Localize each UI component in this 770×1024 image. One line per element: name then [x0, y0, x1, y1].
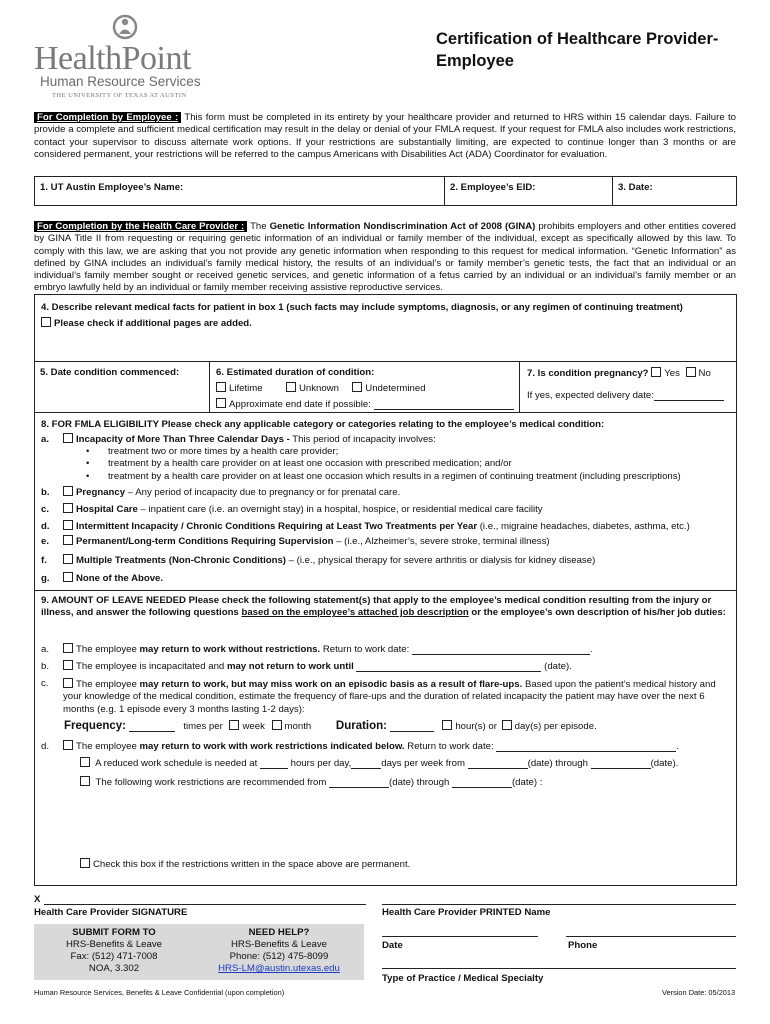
delivery-date-line[interactable]: [654, 400, 724, 401]
unknown-label: Unknown: [298, 383, 339, 394]
checkbox-icon[interactable]: [216, 382, 226, 392]
permanent-label: Check this box if the restrictions written in the space above are permanent.: [93, 859, 411, 870]
letter-c: c.: [41, 678, 49, 689]
through-date-line[interactable]: [591, 768, 651, 769]
date-line[interactable]: [382, 936, 538, 937]
q8-option-g[interactable]: [41, 572, 163, 584]
q9-c-pre: The employee: [76, 679, 137, 690]
q9-d-bold: may return to work with work restrictions indicated below.: [139, 741, 405, 752]
q8-d-text: (i.e., migraine headaches, diabetes, asthma, etc.): [479, 521, 690, 532]
letter-e: e.: [41, 536, 50, 547]
date-label: Date: [382, 940, 403, 951]
pregnancy-yes: Yes: [664, 368, 680, 379]
help-email[interactable]: HRS-LM@austin.utexas.edu: [218, 963, 340, 974]
checkbox-icon[interactable]: [502, 720, 512, 730]
q6-label: 6. Estimated duration of condition:: [216, 367, 375, 378]
page-title-line2: Employee: [436, 52, 514, 70]
employee-name-field[interactable]: 1. UT Austin Employee’s Name:: [40, 182, 184, 193]
restrictions-from-line[interactable]: [329, 787, 389, 788]
undetermined-label: Undetermined: [365, 383, 426, 394]
q8-option-f[interactable]: [41, 554, 595, 566]
logo: [30, 14, 220, 104]
specialty-line[interactable]: [382, 968, 736, 969]
q9-a-bold: may return to work without restrictions.: [139, 644, 321, 655]
q9-c-bold: may return to work, but may miss work on an episodic basis as a result of flare-ups.: [139, 679, 523, 690]
q9-d-post: Return to work date:: [407, 741, 494, 752]
hours-label: hour(s) or: [455, 721, 497, 732]
q6-options: [216, 382, 426, 394]
logo-name: HealthPoint: [34, 40, 191, 77]
return-date-line-a[interactable]: [412, 654, 590, 655]
q8-option-e[interactable]: [41, 535, 550, 547]
letter-f: f.: [41, 555, 47, 566]
duration-label: Duration:: [335, 720, 387, 732]
q9-heading-b: or the employee’s own description of his/her job duties:: [471, 607, 726, 619]
recommended-label-3: (date) :: [511, 777, 543, 788]
date-field[interactable]: 3. Date:: [618, 182, 653, 193]
q9-option-d[interactable]: d. The employee may return to work with work restrictions indicated below. Return to work date: .: [41, 741, 679, 752]
duration-line[interactable]: [390, 731, 434, 732]
employee-section-label: For Completion by Employee :: [34, 112, 181, 123]
days-label: day(s) per episode.: [514, 721, 597, 732]
submit-fax: Fax: (512) 471-7008: [70, 951, 158, 962]
checkbox-icon[interactable]: [229, 720, 239, 730]
q9-b-post: (date).: [544, 661, 572, 672]
frequency-label: Frequency:: [64, 720, 126, 732]
q5-label[interactable]: 5. Date condition commenced:: [40, 367, 180, 378]
checkbox-icon[interactable]: [63, 572, 73, 582]
q8-e-title: Permanent/Long-term Conditions Requiring Supervision: [76, 536, 334, 547]
letter-a: a.: [41, 434, 50, 445]
q8-e-text: – (i.e., Alzheimer’s, severe stroke, terminal illness): [336, 536, 550, 547]
q8-a-text: This period of incapacity involves:: [292, 434, 436, 445]
employee-instructions: [34, 112, 736, 161]
additional-pages-label: Please check if additional pages are added.: [54, 318, 252, 329]
q8-option-c[interactable]: [41, 503, 543, 515]
q8-bullet-1: • treatment two or more times by a health care provider;: [108, 446, 338, 457]
provider-instructions-text: prohibits employers and other entities covered by GINA Title II from requesting or requiring genetic information of an individual or family member of the individual, except as specifically allowed by this law. To comply with this law, we are asking that you not provide any genetic information when responding to this request for medical information. “Genetic Information” as defined by GINA includes an individual’s family medical history, the results of an individual’s or family member’s genetic tests, the fact that an individual or an individual’s family member sought or received genetic services, and genetic information of a fetus carried by an individual or an individual’s family member or an embryo lawfully held by an individual or family member receiving assistive reproductive services.: [34, 221, 737, 294]
phone-line[interactable]: [566, 936, 736, 937]
q9-option-c[interactable]: [41, 678, 731, 716]
recommended-label-1: The following work restrictions are recommended from: [95, 777, 327, 788]
q8-f-text: – (i.e., physical therapy for severe arthritis or dialysis for kidney disease): [288, 555, 596, 566]
submit-form-info: [44, 927, 184, 975]
employee-instructions-text: This form must be completed in its entirety by your healthcare provider and returned to HRS within 15 calendar days. Failure to provide a complete and sufficient medical certification may result in the delay or denial of your FMLA request. If your request for FMLA also includes work restrictions, contact your supervisor to discuss alternate work options. If your restrictions are substantially limiting, are expected to continue longer than 3 months or are considered permanent, your restrictions will be referred to the campus Americans with Disabilities Act (ADA) Coordinator for evaluation.: [34, 112, 736, 160]
checkbox-icon[interactable]: [442, 720, 452, 730]
submit-dept: HRS-Benefits & Leave: [66, 939, 162, 950]
q9-c-text: Based upon the patient’s medical history and your knowledge of the medical condition, estimate the frequency of flare-ups and the duration of related incapacity the patient may have over the next 6 months (e.g. 1 episode every 3 months lasting 1-2 days):: [63, 679, 716, 715]
checkbox-icon[interactable]: [63, 486, 73, 496]
letter-d: d.: [41, 521, 50, 532]
signature-x: X: [34, 894, 41, 905]
q8-option-b[interactable]: [41, 486, 400, 498]
help-dept: HRS-Benefits & Leave: [231, 939, 327, 950]
footer-version: Version Date: 05/2013: [662, 988, 736, 997]
checkbox-icon[interactable]: [63, 535, 73, 545]
hours-per-day-line[interactable]: [260, 768, 288, 769]
letter-b: b.: [41, 661, 50, 672]
reduced-label-2: hours per day,: [290, 758, 352, 769]
lifetime-label: Lifetime: [229, 383, 263, 394]
approx-end-date-line[interactable]: [374, 409, 514, 410]
letter-c: c.: [41, 504, 50, 515]
approx-end-date[interactable]: [216, 398, 514, 410]
delivery-date-label: If yes, expected delivery date:: [527, 390, 654, 401]
q8-a-title: Incapacity of More Than Three Calendar Days -: [76, 434, 290, 445]
help-phone: Phone: (512) 475-8099: [229, 951, 329, 962]
q9-a-post: Return to work date:: [322, 644, 410, 655]
q9-b-pre: The employee is incapacitated and: [76, 661, 225, 672]
provider-lead: The: [250, 221, 267, 232]
checkbox-icon[interactable]: [41, 317, 51, 327]
times-per-label: times per: [183, 721, 223, 732]
signature-line[interactable]: [44, 904, 366, 905]
frequency-row: [64, 720, 597, 732]
q4-label: 4. Describe relevant medical facts for patient in box 1 (such facts may include symptoms, diagnosis, or any regimen of continuing treatment): [41, 302, 683, 313]
q9-option-a[interactable]: a. The employee may return to work without restrictions. Return to work date: .: [41, 644, 593, 655]
help-title: NEED HELP?: [248, 927, 310, 938]
specialty-label: Type of Practice / Medical Specialty: [382, 973, 544, 984]
q9-heading-a: 9. AMOUNT OF LEAVE NEEDED Please check the following statement(s) that apply to the employee’s medical condition resulting from the injury or illness, and answer the following questions: [41, 595, 712, 619]
employee-eid-field[interactable]: 2. Employee’s EID:: [450, 182, 536, 193]
checkbox-icon[interactable]: [63, 660, 73, 670]
checkbox-icon[interactable]: [686, 367, 696, 377]
provider-instructions: [34, 221, 736, 295]
page-title-line1: Certification of Healthcare Provider-: [436, 30, 719, 48]
signature-label: Health Care Provider SIGNATURE: [34, 907, 188, 918]
reduced-label-4: (date) through: [527, 758, 588, 769]
month-label: month: [284, 721, 312, 732]
q8-bullet-3: • treatment by a health care provider on at least one occasion which results in a regimen of continuing treatment (including prescriptions): [108, 471, 681, 482]
restrictions-through-line[interactable]: [452, 787, 512, 788]
days-per-week-line[interactable]: [351, 768, 381, 769]
q9-b-bold: may not return to work until: [226, 661, 354, 672]
submit-location: NOA, 3.302: [88, 963, 140, 974]
week-label: week: [242, 721, 265, 732]
q7-question: 7. Is condition pregnancy?: [527, 368, 649, 379]
delivery-date[interactable]: [527, 390, 724, 401]
recommended-label-2: (date) through: [389, 777, 450, 788]
reduced-label-1: A reduced work schedule is needed at: [95, 758, 258, 769]
q9-heading: [41, 595, 731, 620]
q8-c-title: Hospital Care: [76, 504, 138, 515]
return-date-line-b[interactable]: [356, 671, 541, 672]
need-help-info: [204, 927, 354, 975]
checkbox-icon[interactable]: [63, 643, 73, 653]
q8-f-title: Multiple Treatments (Non-Chronic Conditions): [76, 555, 286, 566]
checkbox-icon[interactable]: [63, 740, 73, 750]
q8-heading: 8. FOR FMLA ELIGIBILITY Please check any applicable category or categories relating to the employee’s medical condition:: [41, 419, 605, 430]
recommended-restrictions-row[interactable]: [80, 776, 542, 788]
checkbox-icon[interactable]: [63, 520, 73, 530]
letter-b: b.: [41, 487, 50, 498]
checkbox-icon[interactable]: [286, 382, 296, 392]
q7-label: [527, 367, 711, 379]
q8-bullet-2: • treatment by a health care provider on at least one occasion with prescribed medication; and/or: [108, 458, 512, 469]
checkbox-icon[interactable]: [63, 554, 73, 564]
logo-university: THE UNIVERSITY OF TEXAS AT AUSTIN: [52, 92, 187, 99]
q8-option-a[interactable]: [41, 433, 436, 445]
pregnancy-no: No: [698, 368, 711, 379]
letter-d: d.: [41, 741, 50, 752]
checkbox-icon[interactable]: [216, 398, 226, 408]
q9-heading-underlined: based on the employee’s attached job description: [241, 607, 469, 619]
q8-d-title: Intermittent Incapacity / Chronic Conditions Requiring at Least Two Treatments per Year: [76, 521, 478, 532]
undetermined-option[interactable]: [352, 383, 425, 394]
q9-option-b[interactable]: [41, 660, 572, 672]
permanent-restrictions-checkbox[interactable]: [80, 858, 410, 870]
letter-g: g.: [41, 573, 50, 584]
lifetime-option[interactable]: [216, 383, 263, 394]
additional-pages-checkbox[interactable]: [41, 317, 252, 329]
checkbox-icon[interactable]: [80, 776, 90, 786]
q9-d-pre: The employee: [76, 741, 137, 752]
phone-label: Phone: [568, 940, 598, 951]
provider-section-label: For Completion by the Health Care Provider :: [34, 221, 247, 232]
approx-end-date-label: Approximate end date if possible:: [229, 399, 371, 410]
letter-a: a.: [41, 644, 50, 655]
unknown-option[interactable]: [286, 383, 339, 394]
q8-c-text: – inpatient care (i.e. an overnight stay) in a hospital, hospice, or residential medical care facility: [140, 504, 543, 515]
checkbox-icon[interactable]: [63, 433, 73, 443]
checkbox-icon[interactable]: [80, 858, 90, 868]
q9-a-pre: The employee: [76, 644, 137, 655]
frequency-line[interactable]: [129, 731, 175, 732]
gina-act: Genetic Information Nondiscrimination Act of 2008 (GINA): [269, 221, 536, 232]
printed-name-line[interactable]: [382, 904, 736, 905]
reduced-label-5: (date).: [650, 758, 679, 769]
checkbox-icon[interactable]: [80, 757, 90, 767]
checkbox-icon[interactable]: [352, 382, 362, 392]
footer-left: Human Resource Services, Benefits & Leave Confidential (upon completion): [34, 988, 285, 997]
logo-subtitle: Human Resource Services: [40, 74, 201, 89]
q8-b-text: – Any period of incapacity due to pregnancy or for prenatal care.: [127, 487, 401, 498]
q8-b-title: Pregnancy: [76, 487, 126, 498]
from-date-line[interactable]: [468, 768, 528, 769]
checkbox-icon[interactable]: [63, 503, 73, 513]
reduced-label-3: days per week from: [381, 758, 465, 769]
printed-name-label: Health Care Provider PRINTED Name: [382, 907, 551, 918]
reduced-schedule-row[interactable]: [80, 757, 678, 769]
q8-g-title: None of the Above.: [76, 573, 164, 584]
q8-option-d[interactable]: [41, 520, 690, 532]
checkbox-icon[interactable]: [63, 678, 73, 688]
checkbox-icon[interactable]: [651, 367, 661, 377]
submit-title: SUBMIT FORM TO: [72, 927, 156, 938]
page-title: [436, 28, 718, 72]
checkbox-icon[interactable]: [272, 720, 282, 730]
return-date-line-d[interactable]: [496, 751, 676, 752]
